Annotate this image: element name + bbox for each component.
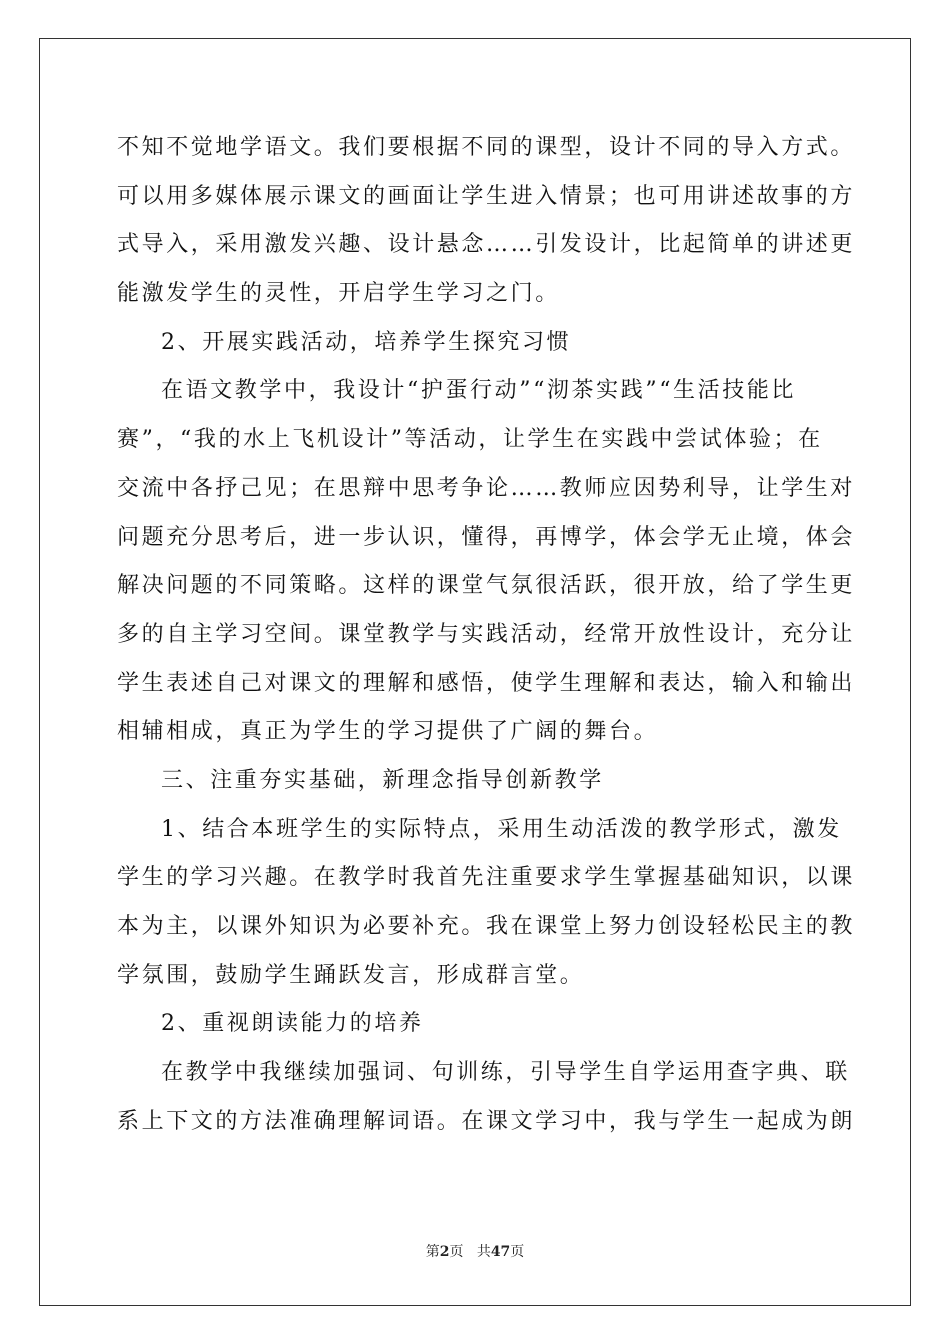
- text-line: 能激发学生的灵性，开启学生学习之门。: [117, 281, 560, 307]
- text-line: 解决问题的不同策略。这样的课堂气氛很活跃，很开放，给了学生更: [117, 573, 856, 599]
- text-line: 学氛围，鼓励学生踊跃发言，形成群言堂。: [117, 962, 585, 988]
- section-heading: 三、注重夯实基础，新理念指导创新教学: [161, 767, 604, 793]
- text-line: 系上下文的方法准确理解词语。在课文学习中，我与学生一起成为朗: [117, 1108, 856, 1134]
- text-line: 可以用多媒体展示课文的画面让学生进入情景；也可用讲述故事的方: [117, 183, 856, 209]
- total-unit: 页: [510, 1244, 525, 1260]
- page-unit: 页: [449, 1244, 464, 1260]
- document-body: [117, 124, 856, 1146]
- section-heading: 2、开展实践活动，培养学生探究习惯: [161, 329, 572, 355]
- text-line: 本为主，以课外知识为必要补充。我在课堂上努力创设轻松民主的教: [117, 914, 856, 939]
- page-footer: [0, 1242, 950, 1262]
- text-line: 相辅相成，真正为学生的学习提供了广阔的舞台。: [117, 719, 659, 745]
- section-heading: 2、重视朗读能力的培养: [161, 1011, 424, 1037]
- text-line: 问题充分思考后，进一步认识，懂得，再博学，体会学无止境，体会: [117, 524, 856, 550]
- page-current: 2: [439, 1244, 450, 1260]
- page-prefix: 第: [425, 1244, 440, 1260]
- text-line: 1、结合本班学生的实际特点，采用生动活泼的教学形式，激发: [161, 816, 842, 842]
- text-line: 学生的学习兴趣。在教学时我首先注重要求学生掌握基础知识，以课: [117, 865, 856, 891]
- text-line: 不知不觉地学语文。我们要根据不同的课型，设计不同的导入方式。: [117, 135, 856, 160]
- page-total: 47: [490, 1244, 511, 1260]
- text-line: 在教学中我继续加强词、句训练，引导学生自学运用查字典、联: [161, 1060, 850, 1086]
- text-line: 交流中各抒己见；在思辩中思考争论……教师应因势利导，让学生对: [117, 475, 856, 501]
- text-line: 多的自主学习空间。课堂教学与实践活动，经常开放性设计，充分让: [117, 621, 856, 647]
- text-line: 式导入，采用激发兴趣、设计悬念……引发设计，比起简单的讲述更: [117, 232, 856, 258]
- text-line: 在语文教学中，我设计“护蛋行动”“沏茶实践”“生活技能比: [161, 378, 797, 404]
- text-line: 赛”，“我的水上飞机设计”等活动，让学生在实践中尝试体验；在: [117, 427, 823, 453]
- text-line: 学生表述自己对课文的理解和感悟，使学生理解和表达，输入和输出: [117, 670, 856, 696]
- total-prefix: 共: [476, 1244, 491, 1260]
